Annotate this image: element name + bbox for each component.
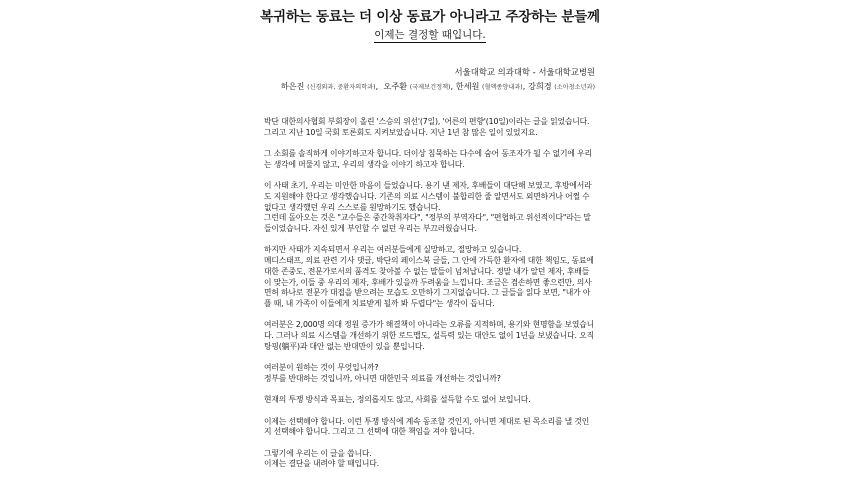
author-dept: (국제보건정책) [409, 84, 451, 91]
paragraph: 박단 대한의사협회 부회장이 올린 '스승의 위선'(7일), '어른의 편향'(10일)이라는 글을 읽었습니다. 그리고 지난 10일 국회 토론회도 지켜보았습니다. 지난 1년 참 많은 일이 있었지요. [264, 117, 590, 137]
subtitle-text: 이제는 결정할 때입니다. [374, 29, 486, 41]
author-name: 한세원 [455, 81, 480, 91]
author-name: 하은진 [280, 81, 305, 91]
paragraph: 하지만 사태가 지속되면서 우리는 여러분들에게 실망하고, 절망하고 있습니다. 메디스태프, 의료 관련 기사 댓글, 박단의 페이스북 글들, 그 안에 가득한 환자에 대한 책임도, 동료에 대한 존중도, 전문가로서의 품격도 찾아볼 수 없는 말들이 넘쳐납니다. 정말 내가 알던 제자, 후배들이 맞는가, 이들 중 우리의 제자, 후배가 있을까 두려움을 느낍니다. 조금은 겸손하면 좋으련만, 의사 면허 하나로 전문가 대접을 받으려는 모습도 오만하기 그지없습니다. 그 글들을 읽다 보면, "내가 아플 때, 내 가족이 이들에게 치료받게 될까 봐 두렵다"는 생각이 듭니다. [264, 245, 594, 308]
author-list: 하은진 (신경외과, 중환자의학과), 오주환 (국제보건정책), 한세원 (혈액종양내과), 강희경 (소아청소년과) [280, 81, 595, 91]
paragraph: 여러분은 2,000명 의대 정원 증가가 해결책이 아니라는 오류를 지적하며, 용기와 현명함을 보였습니다. 그러나 의료 시스템을 개선하기 위한 로드맵도, 설득력 있는 대안도 없이 1년을 보냈습니다. 오직 탕핑(躺平)과 대안 없는 반대만이 있을 뿐입니다. [264, 320, 595, 351]
paragraph: 여러분이 원하는 것이 무엇입니까? 정부를 반대하는 것입니까, 아니면 대한민국 의료를 개선하는 것입니까? [264, 363, 501, 383]
paragraph: 이 사태 초기, 우리는 미안한 마음이 들었습니다. 용기 낸 제자, 후배들이 대단해 보였고, 후방에서라도 지원해야 한다고 생각했습니다. 기존의 의료 시스템이 불합리한 줄 알면서도 외면하거나 어쩔 수 없다고 생각했던 우리 스스로를 원망하기도 했습니다. 그런데 돌아오는 것은 "교수들은 중간착취자다", "정부의 부역자다", "편협하고 위선적이다"라는 말들이었습니다. 자신 있게 부인할 수 없던 우리는 부끄러웠습니다. [264, 181, 592, 233]
document-subtitle [0, 27, 860, 42]
author-dept: (소아청소년과) [554, 84, 595, 91]
document-title: 복귀하는 동료는 더 이상 동료가 아니라고 주장하는 분들께 [260, 9, 600, 25]
paragraph: 그렇기에 우리는 이 글을 씁니다. 이제는 결단을 내려야 할 때입니다. [264, 448, 379, 469]
letter-body [264, 117, 596, 481]
author-dept: (혈액종양내과) [482, 84, 523, 91]
author-dept: (신경외과, 중환자의학과) [307, 84, 376, 91]
paragraph: 그 소회를 솔직하게 이야기하고자 합니다. 더이상 침묵하는 다수에 숨어 동조자가 될 수 없기에 우리는 생각에 머물지 않고, 우리의 생각을 이야기 하고자 합니다. [264, 149, 592, 169]
affiliation: 서울대학교 의과대학 - 서울대학교병원 [454, 67, 595, 77]
author-name: 오주환 [383, 81, 408, 91]
paragraph: 이제는 선택해야 합니다. 이런 투쟁 방식에 계속 동조할 것인지, 아니면 제대로 된 목소리를 낼 것인지 선택해야 합니다. 그리고 그 선택에 대한 책임을 져야 합니다. [264, 416, 590, 437]
author-name: 강희경 [527, 81, 552, 91]
paragraph: 현재의 투쟁 방식과 목표는, 정의롭지도 않고, 사회를 설득할 수도 없어 보입니다. [264, 395, 531, 405]
